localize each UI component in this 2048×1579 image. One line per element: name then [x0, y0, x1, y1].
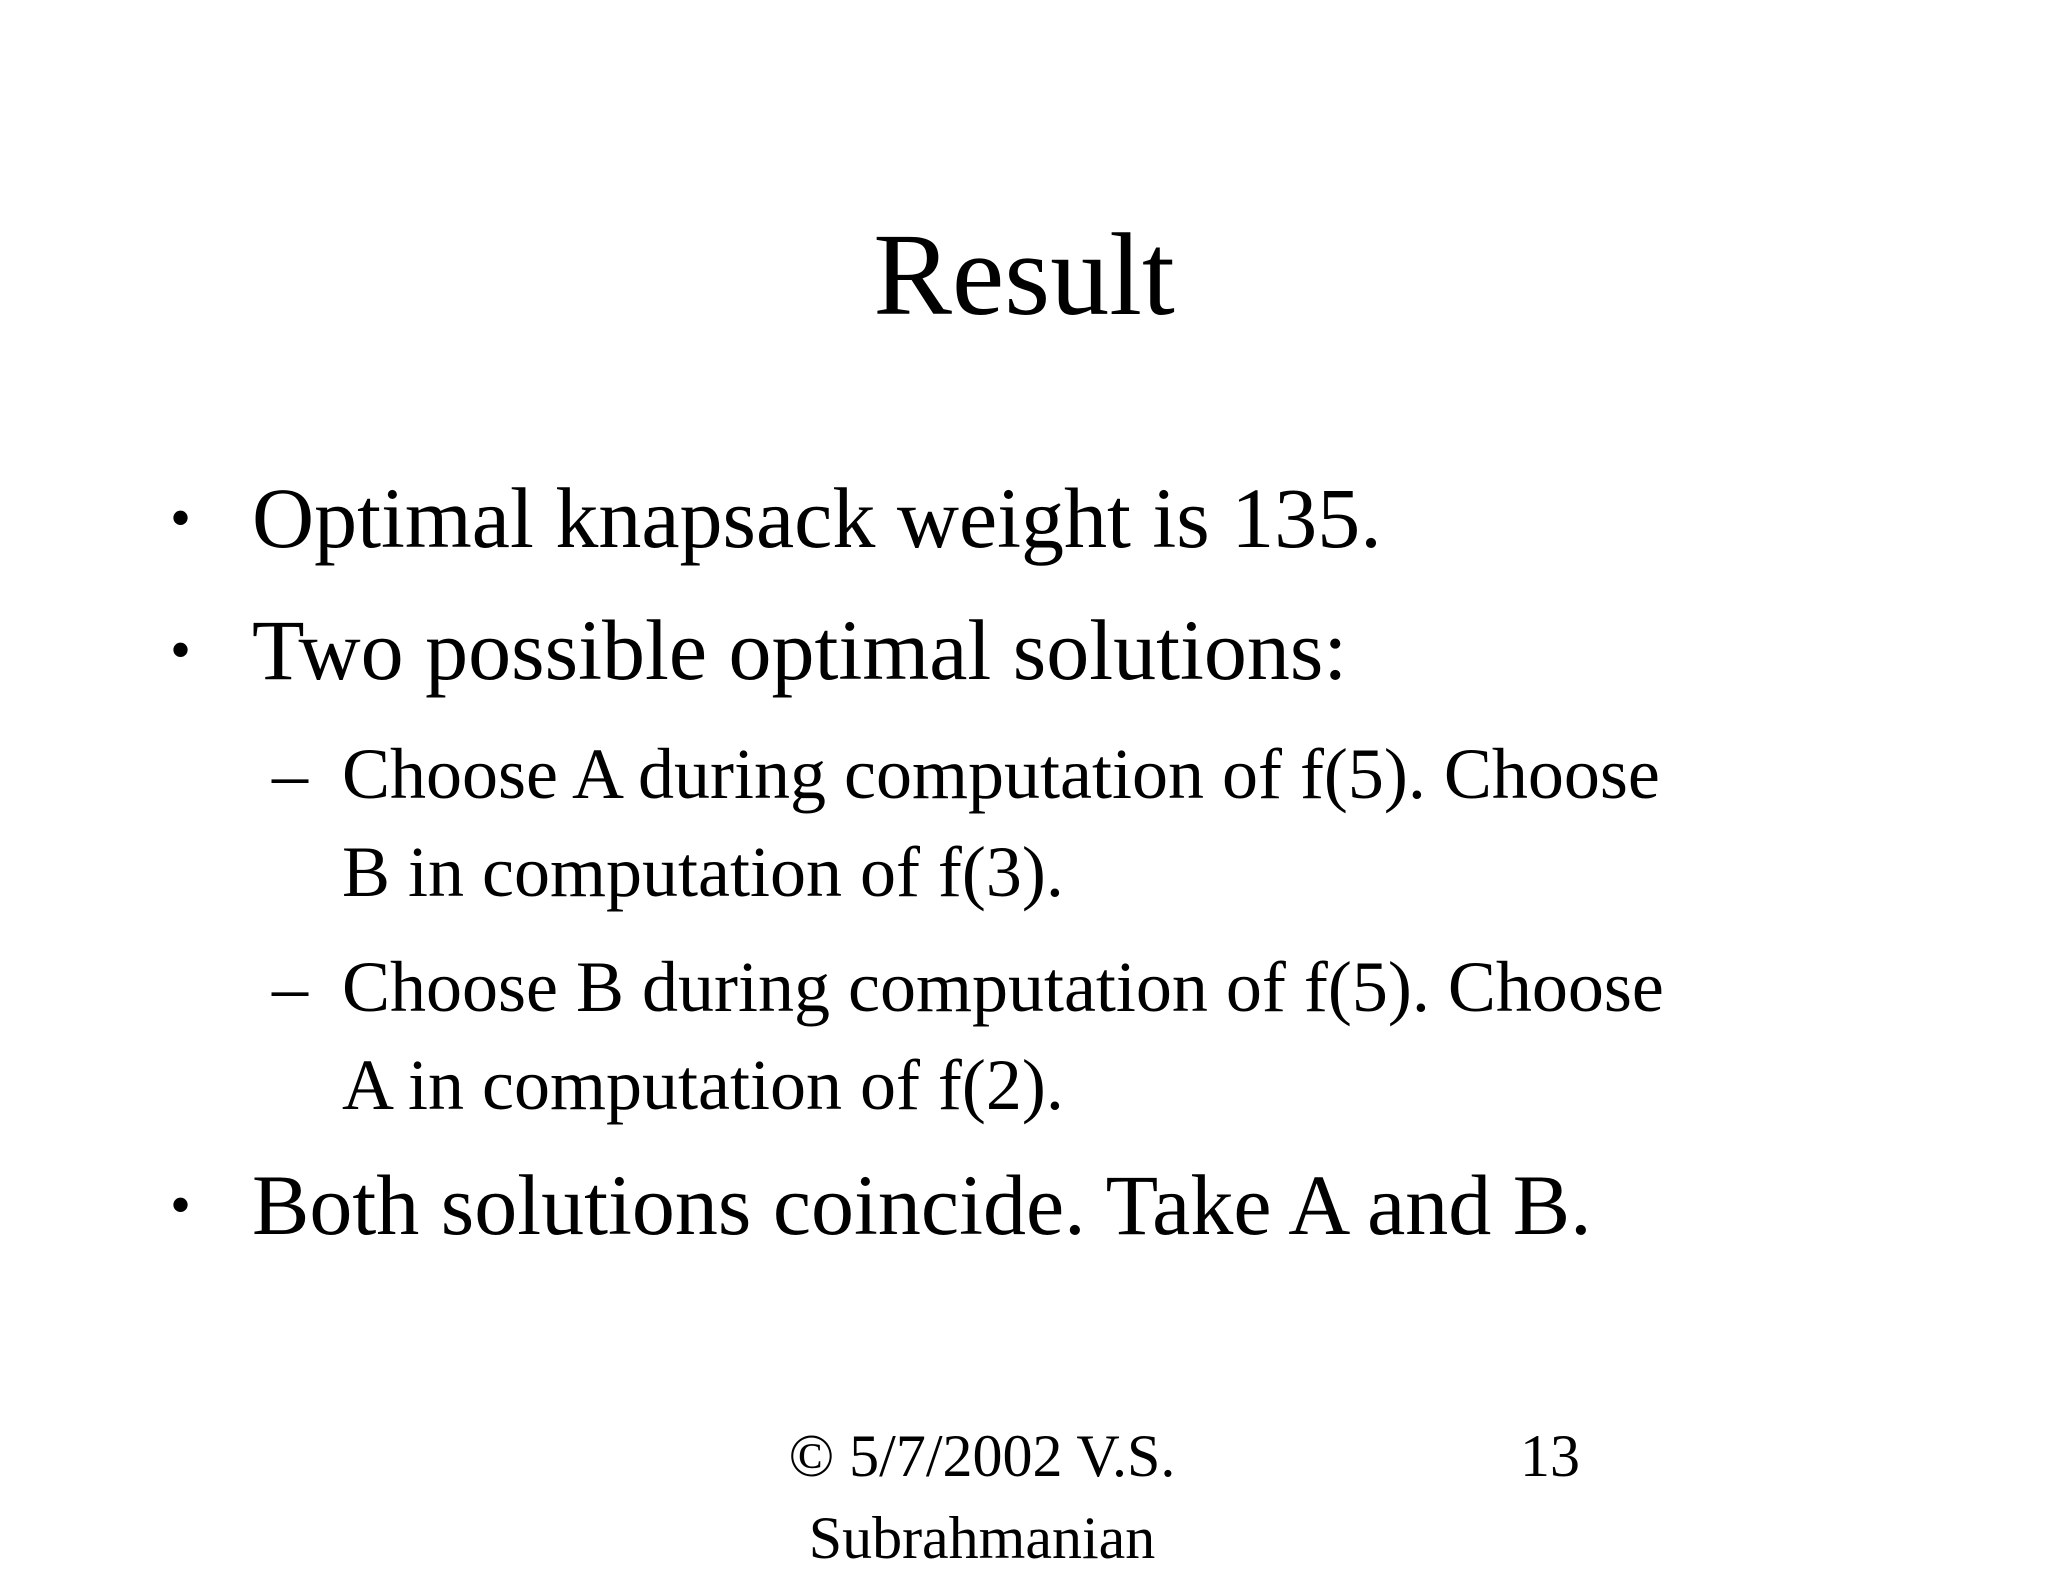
- sub-bullet-text: [342, 725, 1902, 921]
- dash-icon: –: [272, 734, 308, 814]
- bullet-dot-icon: •: [170, 617, 192, 683]
- dash-icon: –: [272, 947, 308, 1027]
- slide-number: 13: [1520, 1423, 1580, 1489]
- footer-copyright: © 5/7/2002 V.S. Subrahmanian: [788, 1423, 1176, 1571]
- sub-bullet-line: A in computation of f(2).: [342, 1045, 1064, 1125]
- bullet-text: Optimal knapsack weight is 135.: [252, 470, 1382, 566]
- bullet-text: Both solutions coincide. Take A and B.: [252, 1157, 1592, 1253]
- bullet-text: Two possible optimal solutions:: [252, 602, 1348, 698]
- bullet-dot-icon: •: [170, 485, 192, 551]
- sub-bullet-line: Choose A during computation of f(5). Choose: [342, 734, 1660, 814]
- sub-bullet-text: [342, 938, 1902, 1134]
- sub-bullet-line: Choose B during computation of f(5). Choose: [342, 947, 1664, 1027]
- slide-title: Result: [873, 209, 1175, 340]
- bullet-dot-icon: •: [170, 1172, 192, 1238]
- sub-bullet-line: B in computation of f(3).: [342, 832, 1064, 912]
